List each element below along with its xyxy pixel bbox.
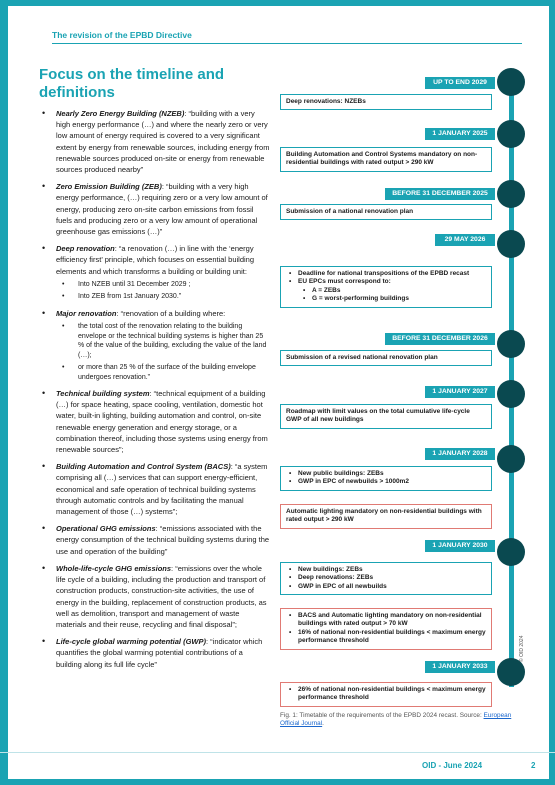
- timeline-date-badge: 1 JANUARY 2030: [425, 540, 495, 552]
- definition-item: • Building Automation and Control System (BACS): “a system comprising all (…) services that can support energy-efficient, economical and safe operation of technical building systems through automatic controls and by facilitating the manual management of those (…) systems”;: [40, 461, 270, 517]
- timeline-box-red: [280, 608, 492, 650]
- timeline-box: [280, 466, 492, 491]
- timeline-box-red: Automatic lighting mandatory on non-residential buildings with rated output > 290 kW: [280, 504, 492, 529]
- timeline-box: Deep renovations: NZEBs: [280, 94, 492, 110]
- timeline-box: Building Automation and Control Systems mandatory on non-residential buildings with rated output > 290 kW: [280, 147, 492, 172]
- timeline-dot: [497, 68, 525, 96]
- timeline-item: • EU EPCs must correspond to:: [286, 278, 486, 286]
- sub-item: • or more than 25 % of the surface of the building envelope undergoes renovation.”: [56, 363, 270, 382]
- definition-item: • Zero Emission Building (ZEB): “building with a very high energy performance, (…) requiring zero or a very low amount of energy, producing zero on-site carbon emissions from fossil fuels and producing zero or a very low amount of operational greenhouse gas emissions (…)”: [40, 181, 270, 237]
- page-number: 2: [531, 761, 536, 770]
- timeline-dot: [497, 445, 525, 473]
- timeline-date-badge: BEFORE 31 DECEMBER 2025: [385, 188, 495, 200]
- timeline-date-badge: 1 JANUARY 2028: [425, 448, 495, 460]
- definition-item: • Major renovation: “renovation of a building where: • the total cost of the renovation relating to the building envelope or the technical building systems is higher than 25 % of the value of the building, excluding the value of the land (…); • or more than 25 % of the surface of the building envelope undergoes renovation.”: [40, 308, 270, 382]
- sub-item: • Into NZEB until 31 December 2029 ;: [56, 280, 270, 290]
- header-divider: [52, 43, 522, 44]
- running-header: The revision of the EPBD Directive: [52, 30, 192, 40]
- source-link[interactable]: European Official Journal: [280, 712, 512, 727]
- footer-text: OID - June 2024: [422, 761, 483, 770]
- definition-item: • Life-cycle global warming potential (GWP): “indicator which quantifies the global warming potential contributions of a building along its full life cycle”: [40, 636, 270, 670]
- timeline-item: • 26% of national non-residential buildings < maximum energy performance threshold: [286, 686, 486, 703]
- timeline-date-badge: 1 JANUARY 2025: [425, 128, 495, 140]
- timeline-item: • New public buildings: ZEBs: [286, 470, 486, 478]
- timeline-date-badge: BEFORE 31 DECEMBER 2026: [385, 333, 495, 345]
- timeline-item: • Deadline for national transpositions of the EPBD recast: [286, 270, 486, 278]
- timeline-date-badge: 1 JANUARY 2033: [425, 661, 495, 673]
- definition-item: • Technical building system: “technical equipment of a building (…) for space heating, space cooling, ventilation, domestic hot water, built-in lighting, building automation and control, on-site renewable energy generation and energy storage, or a combination thereof, including those systems using energy from renewable sources”;: [40, 388, 270, 455]
- timeline-box: Roadmap with limit values on the total cumulative life-cycle GWP of all new buildings: [280, 404, 492, 429]
- section-title: Focus on the timeline and definitions: [39, 66, 225, 101]
- timeline-item: • GWP in EPC of newbuilds > 1000m2: [286, 478, 486, 486]
- frame-right: [549, 0, 555, 785]
- timeline-box: Submission of a revised national renovation plan: [280, 350, 492, 366]
- timeline-item: • Deep renovations: ZEBs: [286, 574, 486, 582]
- timeline-dot: [497, 538, 525, 566]
- timeline-date-badge: 29 MAY 2026: [435, 234, 495, 246]
- timeline-box-red: [280, 682, 492, 707]
- timeline-dot: [497, 120, 525, 148]
- timeline-dot: [497, 658, 525, 686]
- timeline-dot: [497, 230, 525, 258]
- sub-item: • Into ZEB from 1st January 2030.”: [56, 292, 270, 302]
- timeline-subitem: • A = ZEBs: [286, 287, 486, 295]
- definition-item: • Nearly Zero Energy Building (NZEB): “building with a very high energy performance (…) and where the nearly zero or very low amount of energy required is covered to a very significant extent by energy from renewable sources, including energy from renewable sources produced on-site or energy from renewable sources produced nearby”: [40, 108, 270, 175]
- timeline-item: • New buildings: ZEBs: [286, 566, 486, 574]
- timeline-box: Submission of a national renovation plan: [280, 204, 492, 220]
- timeline-item: • BACS and Automatic lighting mandatory on non-residential buildings with rated output > 70 kW: [286, 612, 486, 629]
- timeline-subitem: • G = worst-performing buildings: [286, 295, 486, 303]
- timeline-item: • GWP in EPC of all newbuilds: [286, 583, 486, 591]
- definition-item: • Operational GHG emissions: “emissions associated with the energy consumption of the technical building systems during the use and operation of the building”: [40, 523, 270, 557]
- vertical-credit: © OID 2024: [519, 635, 525, 662]
- timeline-date-badge: UP TO END 2029: [425, 77, 495, 89]
- sub-item: • the total cost of the renovation relating to the building envelope or the technical building systems is higher than 25 % of the value of the building, excluding the value of the land (…);: [56, 322, 270, 360]
- definitions-list: [40, 108, 270, 676]
- timeline-dot: [497, 330, 525, 358]
- timeline-box: [280, 266, 492, 308]
- timeline-date-badge: 1 JANUARY 2027: [425, 386, 495, 398]
- footer-divider: [0, 752, 555, 753]
- timeline-dot: [497, 380, 525, 408]
- timeline-box: [280, 562, 492, 595]
- timeline-dot: [497, 180, 525, 208]
- definition-item: • Whole-life-cycle GHG emissions: “emissions over the whole life cycle of a building, including the production and transport of construction products, construction-site activities, the use of energy in the building, replacement of construction products, as well as demolition, transport and management of waste materials and their reuse, recycling and final disposal”;: [40, 563, 270, 630]
- definition-item: • Deep renovation: “a renovation (…) in line with the ‘energy efficiency first’ principle, which focuses on essential building elements and which transforms a building or building unit: • Into NZEB until 31 December 2029 ; • Into ZEB from 1st January 2030.”: [40, 243, 270, 302]
- frame-bottom: [0, 779, 555, 785]
- frame-left: [0, 0, 8, 785]
- frame-top: [0, 0, 555, 6]
- figure-caption: Fig. 1: Timetable of the requirements of the EPBD 2024 recast. Source: European Official Journal.: [280, 712, 512, 727]
- timeline-item: • 16% of national non-residential buildings < maximum energy performance threshold: [286, 629, 486, 646]
